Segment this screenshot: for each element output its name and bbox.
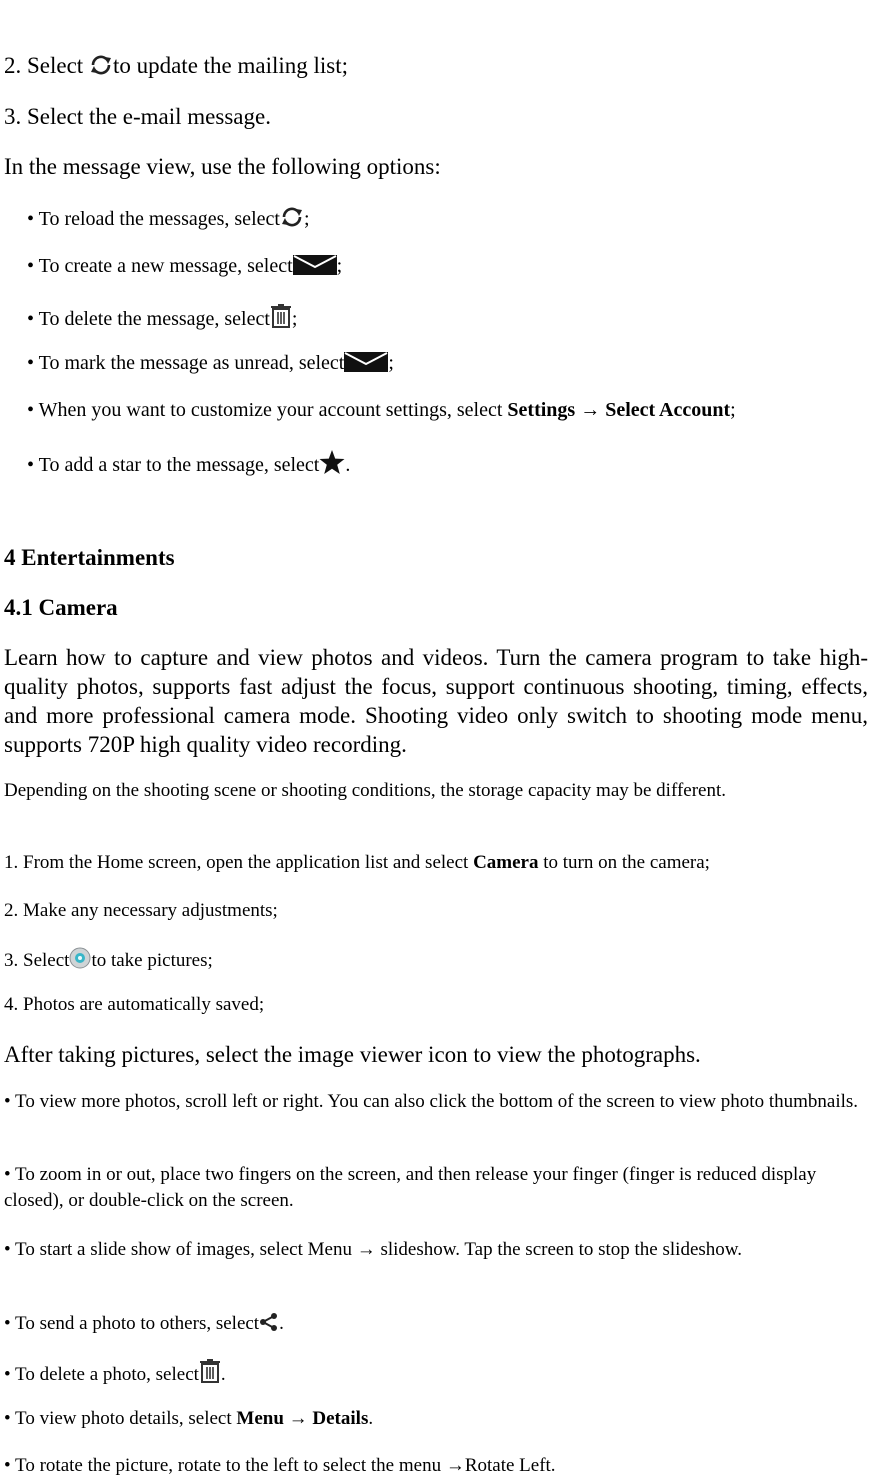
mail-icon [344, 352, 388, 372]
camera-step-2: 2. Make any necessary adjustments; [4, 900, 278, 921]
trash-icon [199, 1359, 221, 1383]
shutter-icon [69, 947, 91, 969]
camera-intro: Learn how to capture and view photos and videos. Turn the camera program to take high-quality photos, supports fast adjust the focus, support continuous shooting, timing, effects, and more professional camera mode. Shooting video only switch to shooting mode menu, supports 720P high quality video recording. [4, 645, 868, 757]
after-pictures: After taking pictures, select the image viewer icon to view the photographs. [4, 1042, 701, 1067]
refresh-icon [280, 206, 304, 228]
options-intro: In the message view, use the following options: [4, 154, 441, 179]
tip-details: • To view photo details, select Menu → Details. [4, 1408, 374, 1429]
option-create: • To create a new message, select ; [27, 255, 343, 277]
email-step-2: 2. Select to update the mailing list; [4, 53, 349, 78]
tip-delete: • To delete a photo, select . [4, 1359, 226, 1384]
tip-rotate: • To rotate the picture, rotate to the left to select the menu →Rotate Left. [4, 1455, 556, 1476]
mail-icon [293, 255, 337, 275]
option-mark-unread: • To mark the message as unread, select ; [27, 352, 394, 374]
option-delete: • To delete the message, select ; [27, 304, 297, 329]
option-account-settings: • When you want to customize your account settings, select Settings → Select Account; [27, 399, 736, 421]
star-icon [319, 450, 345, 474]
tip-zoom: • To zoom in or out, place two fingers on the screen, and then release your finger (finger is reduced display closed), or double-click on the screen. [4, 1164, 817, 1211]
trash-icon [270, 304, 292, 328]
section-heading: 4 Entertainments [4, 545, 175, 570]
camera-step-4: 4. Photos are automatically saved; [4, 994, 265, 1015]
camera-heading: 4.1 Camera [4, 595, 118, 620]
tip-scroll: • To view more photos, scroll left or right. You can also click the bottom of the screen to view photo thumbnails. [4, 1091, 859, 1112]
option-add-star: • To add a star to the message, select . [27, 450, 350, 475]
email-step-3: 3. Select the e-mail message. [4, 104, 271, 129]
refresh-icon [89, 54, 113, 76]
camera-step-1: 1. From the Home screen, open the application list and select Camera to turn on the camera; [4, 852, 710, 873]
share-icon [259, 1312, 279, 1332]
option-reload: • To reload the messages, select ; [27, 208, 310, 230]
tip-slideshow: • To start a slide show of images, select Menu → slideshow. Tap the screen to stop the slideshow. [4, 1239, 743, 1260]
storage-note: Depending on the shooting scene or shooting conditions, the storage capacity may be different. [4, 780, 726, 801]
camera-step-3: 3. Select to take pictures; [4, 947, 213, 970]
tip-send: • To send a photo to others, select . [4, 1313, 284, 1334]
